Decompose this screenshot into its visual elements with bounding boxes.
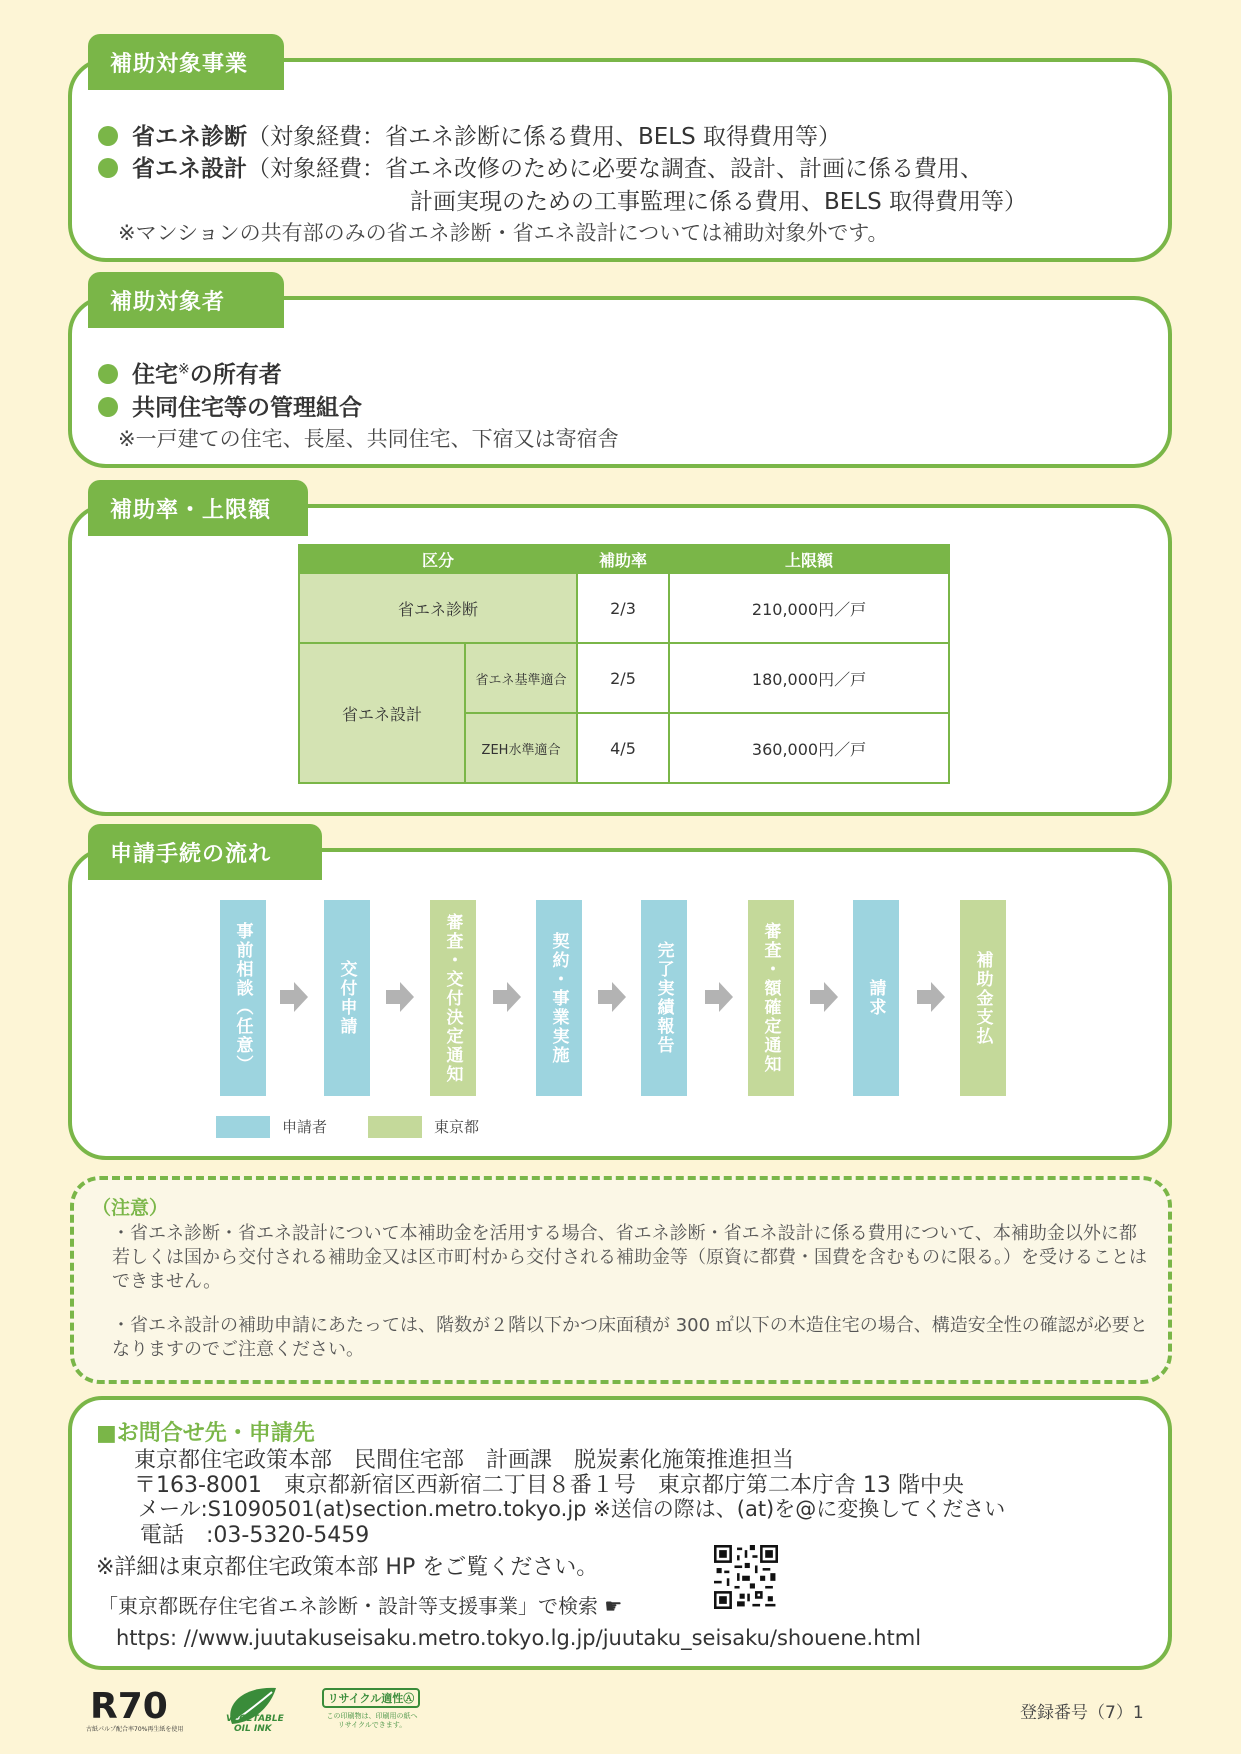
flow-step-6: 審査・額確定通知 — [748, 900, 794, 1096]
flow-step-5: 完了実績報告 — [641, 900, 687, 1096]
cell-subcategory: ZEH水準適合 — [465, 713, 577, 783]
recycle-badge-label: リサイクル適性Ⓐ — [327, 1692, 415, 1705]
item-owner: 住宅※の所有者 — [98, 356, 282, 389]
cell-limit: 180,000円／戸 — [669, 643, 949, 713]
svg-text:R70: R70 — [90, 1686, 168, 1722]
item-energy-diagnosis: 省エネ診断（対象経費：省エネ診断に係る費用、BELS 取得費用等） — [98, 118, 841, 151]
recycle-note-line-2: リサイクルできます。 — [337, 1721, 407, 1729]
arrow-right-icon — [493, 980, 521, 1014]
legend-label-tokyo: 東京都 — [434, 1118, 480, 1136]
recycle-badge — [322, 1688, 420, 1708]
flow-step-2: 交付申請 — [324, 900, 370, 1096]
table-row — [299, 643, 949, 713]
bullet-icon — [98, 364, 118, 384]
flow-step-4: 契約・事業実施 — [536, 900, 582, 1096]
caution-paragraph-1: ・省エネ診断・省エネ設計について本補助金を活用する場合、省エネ診断・省エネ設計に係る費用について、本補助金以外に都若しくは国から交付される補助金又は区市町村から交付される補助金等（原資に都費・国費を含むものに限る。）を受けることはできません。 — [112, 1223, 1147, 1292]
item-energy-design: 省エネ設計（対象経費：省エネ改修のために必要な調査、設計、計画に係る費用、 — [98, 150, 983, 183]
cell-limit: 210,000円／戸 — [669, 573, 949, 643]
cell-category: 省エネ診断 — [299, 573, 577, 643]
arrow-right-icon — [917, 980, 945, 1014]
note-housing-types: ※一戸建ての住宅、長屋、共同住宅、下宿又は寄宿舎 — [118, 427, 619, 451]
contact-phone: 電話 :03-5320-5459 — [140, 1523, 370, 1548]
legend-label-applicant: 申請者 — [282, 1118, 328, 1136]
flow-step-3: 審査・交付決定通知 — [430, 900, 476, 1096]
tab-target-projects: 補助対象事業 — [88, 34, 284, 90]
veg-line-1: VEGETABLE — [226, 1714, 284, 1724]
recycle-note-line-1: この印刷物は、印刷用の紙へ — [326, 1712, 418, 1720]
bullet-icon — [98, 397, 118, 417]
bullet-icon — [98, 126, 118, 146]
tab-rates: 補助率・上限額 — [88, 480, 308, 536]
table-row — [299, 573, 949, 643]
r70-note: 古紙パルプ配合率70%再生紙を使用 — [86, 1726, 184, 1733]
arrow-right-icon — [705, 980, 733, 1014]
item-energy-design-cont: 計画実現のための工事監理に係る費用、BELS 取得費用等） — [410, 189, 1028, 215]
caution-title: （注意） — [92, 1197, 169, 1219]
recycle-note — [320, 1712, 424, 1730]
caution-paragraph-2: ・省エネ設計の補助申請にあたっては、階数が２階以下かつ床面積が 300 ㎡以下の木造住宅の場合、構造安全性の確認が必要となりますのでご注意ください。 — [112, 1315, 1148, 1360]
r70-logo-icon — [88, 1686, 180, 1722]
table-header-row — [299, 545, 949, 573]
contact-title: ■お問合せ先・申請先 — [96, 1421, 315, 1446]
flow-step-8: 補助金支払 — [960, 900, 1006, 1096]
arrow-right-icon — [598, 980, 626, 1014]
cell-limit: 360,000円／戸 — [669, 713, 949, 783]
bullet-icon — [98, 158, 118, 178]
legend-swatch-tokyo — [368, 1116, 422, 1138]
arrow-right-icon — [386, 980, 414, 1014]
header-rate: 補助率 — [577, 545, 669, 573]
legend-swatch-applicant — [216, 1116, 270, 1138]
contact-department: 東京都住宅政策本部 民間住宅部 計画課 脱炭素化施策推進担当 — [134, 1448, 795, 1473]
note-condo-exclusion: ※マンションの共有部のみの省エネ診断・省エネ設計については補助対象外です。 — [118, 221, 889, 245]
cell-subcategory: 省エネ基準適合 — [465, 643, 577, 713]
qr-code-icon — [714, 1545, 778, 1609]
contact-address: 〒163-8001 東京都新宿区西新宿二丁目８番１号 東京都庁第二本庁舎 13 階中央 — [134, 1473, 964, 1498]
contact-search-hint: 「東京都既存住宅省エネ診断・設計等支援事業」で検索 ☛ — [98, 1594, 623, 1618]
cell-rate: 4/5 — [577, 713, 669, 783]
arrow-right-icon — [280, 980, 308, 1014]
flow-step-1: 事前相談（任意） — [220, 900, 266, 1096]
registration-number: 登録番号（7）1 — [1020, 1703, 1144, 1723]
arrow-right-icon — [810, 980, 838, 1014]
tab-procedure-flow: 申請手続の流れ — [88, 824, 322, 880]
veg-line-2: OIL INK — [234, 1724, 272, 1734]
flow-step-7: 請求 — [853, 900, 899, 1096]
contact-detail-note: ※詳細は東京都住宅政策本部 HP をご覧ください。 — [96, 1555, 599, 1580]
item-management-association: 共同住宅等の管理組合 — [98, 389, 362, 422]
vegetable-oil-ink-text — [226, 1714, 284, 1734]
contact-url-link[interactable]: https: //www.juutakuseisaku.metro.tokyo.lg.jp/juutaku_seisaku/shouene.html — [116, 1626, 922, 1650]
rates-table — [298, 544, 950, 784]
header-category: 区分 — [299, 545, 577, 573]
tab-target-persons: 補助対象者 — [88, 272, 284, 328]
contact-email: メール:S1090501(at)section.metro.tokyo.jp ※送信の際は、(at)を@に変換してください — [138, 1497, 1006, 1521]
cell-rate: 2/5 — [577, 643, 669, 713]
header-limit: 上限額 — [669, 545, 949, 573]
cell-rate: 2/3 — [577, 573, 669, 643]
cell-category: 省エネ設計 — [299, 643, 465, 783]
